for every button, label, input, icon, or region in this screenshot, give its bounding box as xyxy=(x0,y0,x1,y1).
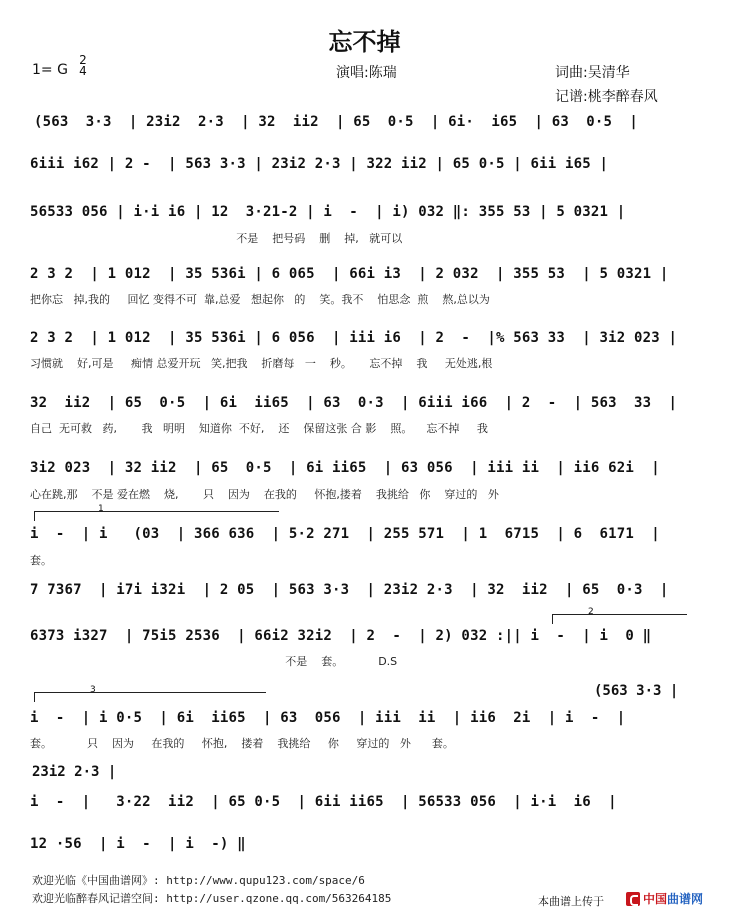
site-logo[interactable] xyxy=(626,890,703,907)
logo-text xyxy=(643,890,703,907)
score-row-1: (563 3·3 | 23i2 2·3 | 32 ii2 | 65 0·5 | 6i· i65 | 63 0·5 | xyxy=(34,114,639,130)
time-denominator: 4 xyxy=(79,64,87,78)
score-row-13: 12 ·56 | i - | i -) ‖ xyxy=(30,836,246,852)
score-row-7: 3i2 023 | 32 ii2 | 65 0·5 | 6i ii65 | 63 056 | iii ii | ii6 62i | xyxy=(30,460,660,476)
score-row-6: 32 ii2 | 65 0·5 | 6i ii65 | 63 0·3 | 6iii i66 | 2 - | 563 33 | xyxy=(30,395,678,411)
key-signature: 1= G xyxy=(32,62,68,78)
singer-credit: 演唱:陈瑞 xyxy=(336,65,397,81)
score-row-5: 2 3 2 | 1 012 | 35 536i | 6 056 | iii i6 | 2 - |% 563 33 | 3i2 023 | xyxy=(30,330,678,346)
volta-number-3: 3 xyxy=(90,685,96,695)
song-title: 忘不掉 xyxy=(328,27,401,56)
lyric-row-6: 自己 无可救 药, 我 明明 知道你 不好, 还 保留这张 合 影 照。 忘不掉 我 xyxy=(30,422,488,435)
lyric-row-11: 套。 只 因为 在我的 怀抱, 搂着 我挑给 你 穿过的 外 套。 xyxy=(30,737,454,750)
score-row-2: 6iii i62 | 2 - | 563 3·3 | 23i2 2·3 | 322 ii2 | 65 0·5 | 6ii i65 | xyxy=(30,156,609,172)
score-row-8: i - | i (03 | 366 636 | 5·2 271 | 255 571 | 1 6715 | 6 6171 | xyxy=(30,526,660,542)
volta-bracket-1 xyxy=(34,511,279,512)
volta-bracket-3 xyxy=(34,692,266,693)
footer-link-qzone[interactable]: 欢迎光临醉春风记谱空间: http://user.qzone.qq.com/563264185 xyxy=(32,892,392,905)
logo-text-b: 曲谱网 xyxy=(667,892,704,906)
lyric-row-8: 套。 xyxy=(30,554,52,567)
composer-credit: 词曲:吴清华 xyxy=(555,65,630,81)
volta-number-1: 1 xyxy=(98,504,104,514)
logo-icon xyxy=(626,892,640,906)
lyric-row-3: 不是 把号码 删 掉, 就可以 xyxy=(30,232,403,245)
score-intro-repeat: (563 3·3 | xyxy=(594,683,679,699)
footer-link-qupu[interactable]: 欢迎光临《中国曲谱网》: http://www.qupu123.com/space/6 xyxy=(32,874,365,887)
score-row-12: i - | 3·22 ii2 | 65 0·5 | 6ii ii65 | 56533 056 | i·i i6 | xyxy=(30,794,617,810)
score-row-11: i - | i 0·5 | 6i ii65 | 63 056 | iii ii | ii6 2i | i - | xyxy=(30,710,626,726)
score-small-upper: 23i2 2·3 | xyxy=(32,764,117,780)
logo-text-a: 中国 xyxy=(643,892,668,906)
score-row-4: 2 3 2 | 1 012 | 35 536i | 6 065 | 66i i3 | 2 032 | 355 53 | 5 0321 | xyxy=(30,266,669,282)
lyric-row-10: 不是 套。 D.S xyxy=(30,655,398,668)
transcriber-credit: 记谱:桃李醉春风 xyxy=(555,89,658,105)
score-row-10: 6373 i327 | 75i5 2536 | 66i2 32i2 | 2 - | 2) 032 :|| i - | i 0 ‖ xyxy=(30,628,652,644)
lyric-row-5: 习惯就 好,可是 痴情 总爱开玩 笑,把我 折磨每 一 秒。 忘不掉 我 无处逃,根 xyxy=(30,357,493,370)
volta-bracket-2 xyxy=(552,614,687,615)
score-row-9: 7 7367 | i7i i32i | 2 05 | 563 3·3 | 23i2 2·3 | 32 ii2 | 65 0·3 | xyxy=(30,582,669,598)
upload-credit: 本曲谱上传于 xyxy=(538,895,604,908)
lyric-row-7: 心在跳,那 不是 爱在燃 烧, 只 因为 在我的 怀抱,搂着 我挑给 你 穿过的 外 xyxy=(30,488,499,501)
time-numerator: 2 xyxy=(79,53,87,67)
time-signature xyxy=(77,55,89,77)
score-row-3: 56533 056 | i·i i6 | 12 3·21-2 | i - | i) 032 ‖: 355 53 | 5 0321 | xyxy=(30,204,626,220)
lyric-row-4: 把你忘 掉,我的 回忆 变得不可 靠,总爱 想起你 的 笑。我不 怕思念 煎 熬,总以为 xyxy=(30,293,490,306)
volta-number-2: 2 xyxy=(588,607,594,617)
